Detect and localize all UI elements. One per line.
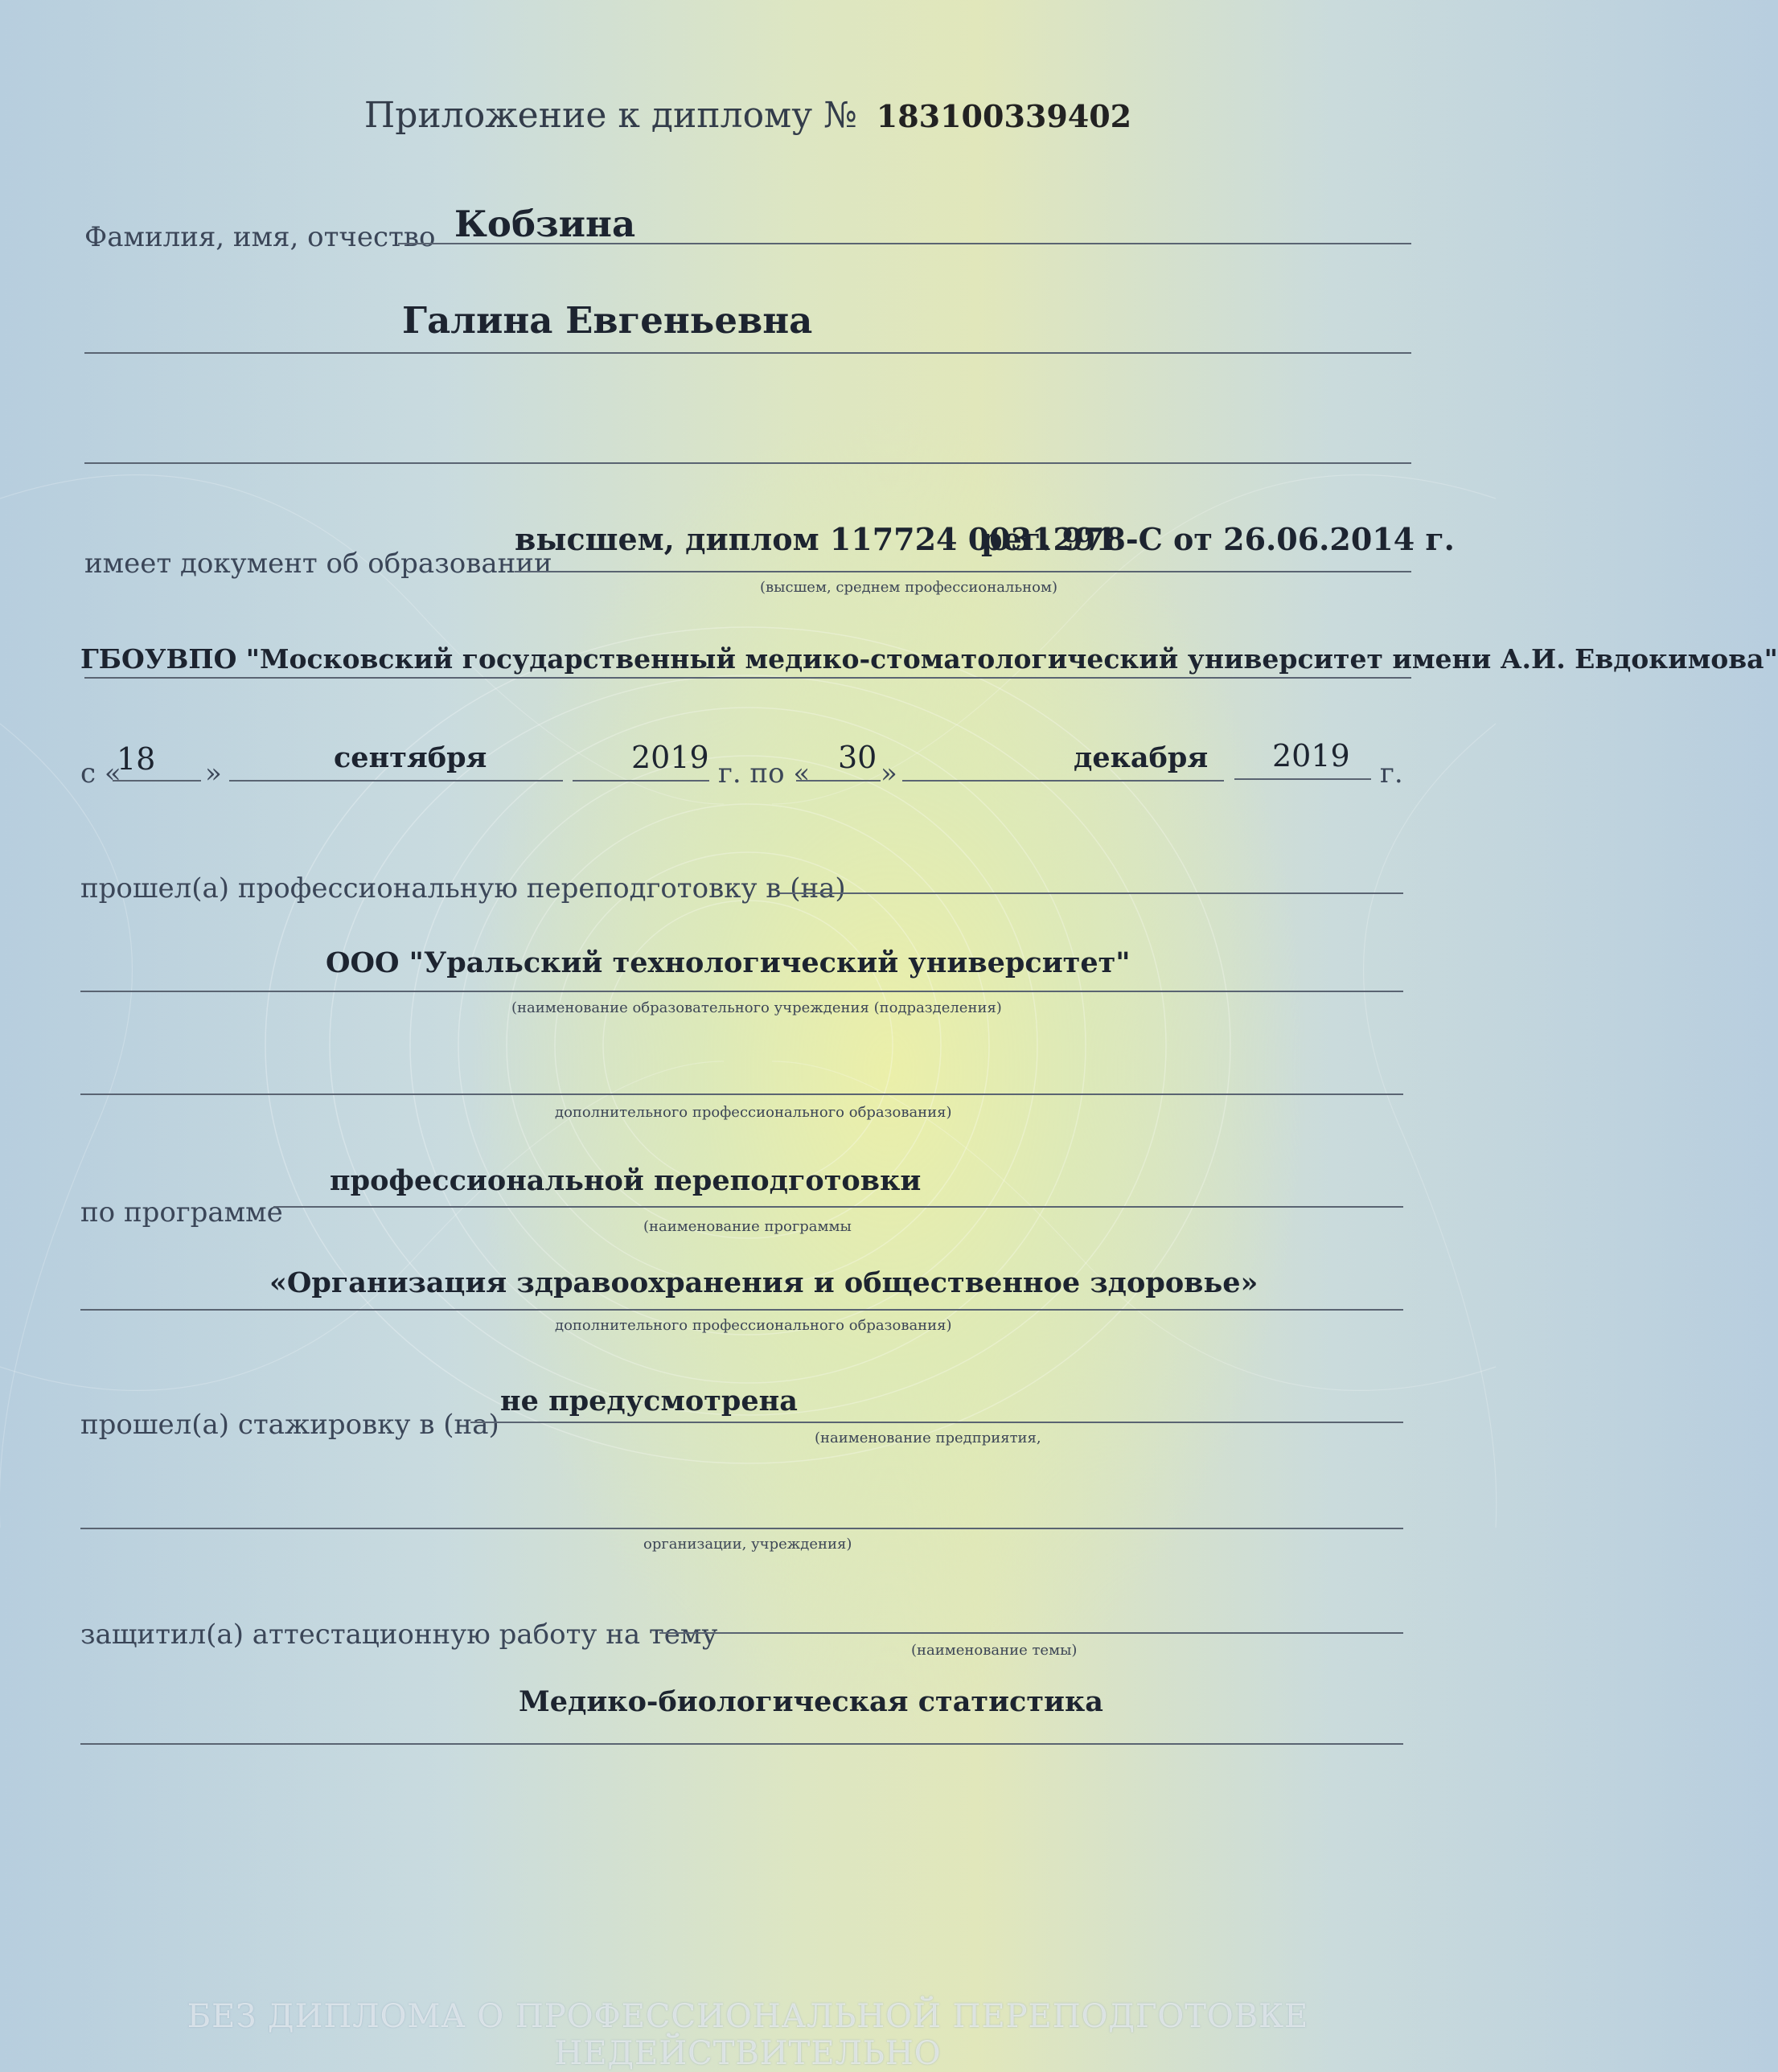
education-hint: (высшем, среднем профессиональном) [760, 579, 1058, 596]
retraining-line-1 [780, 892, 1403, 894]
to-month-line [902, 780, 1224, 782]
education-label: имеет документ об образовании [84, 548, 552, 580]
period-to-prefix: г. по « [718, 757, 811, 790]
period-from-year: 2019 [631, 740, 709, 775]
heading-title: Приложение к диплому № [363, 95, 857, 136]
internship-hint-1: (наименование предприятия, [815, 1430, 1041, 1446]
education-value: высшем, диплом 117724 0031291 [515, 521, 1117, 557]
period-from-close: » [205, 757, 222, 790]
period-to-close: » [881, 757, 897, 790]
retraining-hint-2: дополнительного профессионального образования) [555, 1104, 952, 1121]
retraining-organization: ООО "Уральский технологический университет" [326, 946, 1131, 979]
program-line-2 [80, 1309, 1403, 1311]
thesis-label: защитил(а) аттестационную работу на тему [80, 1619, 718, 1651]
retraining-line-2 [80, 991, 1403, 992]
diploma-number: 183100339402 [876, 98, 1132, 134]
period-to-year: 2019 [1272, 738, 1350, 773]
internship-label: прошел(а) стажировку в (на) [80, 1409, 499, 1441]
program-line-1 [273, 1206, 1403, 1208]
name-patronymic-value: Галина Евгеньевна [402, 299, 813, 342]
period-to-day: 30 [838, 740, 877, 775]
retraining-label: прошел(а) профессиональную переподготовку в (на) [80, 872, 846, 905]
thesis-line-2 [80, 1743, 1403, 1745]
thesis-line-1 [659, 1632, 1403, 1634]
surname-value: Кобзина [454, 203, 636, 245]
fio-line-1 [398, 243, 1411, 244]
program-name: «Организация здравоохранения и общественное здоровье» [269, 1266, 1259, 1299]
internship-line-1 [470, 1422, 1403, 1423]
institution-line [84, 677, 1411, 679]
internship-value: не предусмотрена [500, 1385, 798, 1418]
from-day-line [113, 780, 201, 782]
fio-label: Фамилия, имя, отчество [84, 221, 436, 253]
program-label: по программе [80, 1196, 283, 1229]
education-institution: ГБОУВПО "Московский государственный медико-стоматологический университет имени А.И. Евдокимова" [80, 643, 1778, 675]
from-month-line [229, 780, 563, 782]
period-from-day: 18 [117, 741, 156, 777]
retraining-line-3 [80, 1093, 1403, 1095]
retraining-hint-1: (наименование образовательного учреждения (подразделения) [511, 999, 1002, 1016]
internship-line-2 [80, 1528, 1403, 1529]
validity-footer: БЕЗ ДИПЛОМА О ПРОФЕССИОНАЛЬНОЙ ПЕРЕПОДГОТОВКЕ НЕДЕЙСТВИТЕЛЬНО [187, 1998, 1309, 2072]
internship-hint-2: организации, учреждения) [643, 1536, 852, 1553]
thesis-hint: (наименование темы) [911, 1642, 1078, 1659]
program-hint-1: (наименование программы [643, 1218, 852, 1235]
fio-line-3 [84, 462, 1411, 464]
document-heading [0, 95, 1496, 136]
fio-line-2 [84, 352, 1411, 354]
program-type: профессиональной переподготовки [330, 1164, 922, 1197]
thesis-topic: Медико-биологическая статистика [519, 1685, 1103, 1718]
to-day-line [796, 780, 881, 782]
period-from-month: сентября [334, 741, 487, 774]
period-from-prefix: с « [80, 757, 121, 790]
program-hint-2: дополнительного профессионального образования) [555, 1317, 952, 1334]
from-year-line [573, 780, 709, 782]
to-year-line [1234, 778, 1371, 780]
registration-value: рег. 978-С от 26.06.2014 г. [981, 521, 1455, 557]
period-year-suffix: г. [1380, 757, 1403, 790]
period-to-month: декабря [1074, 741, 1209, 774]
education-line [515, 571, 1411, 572]
